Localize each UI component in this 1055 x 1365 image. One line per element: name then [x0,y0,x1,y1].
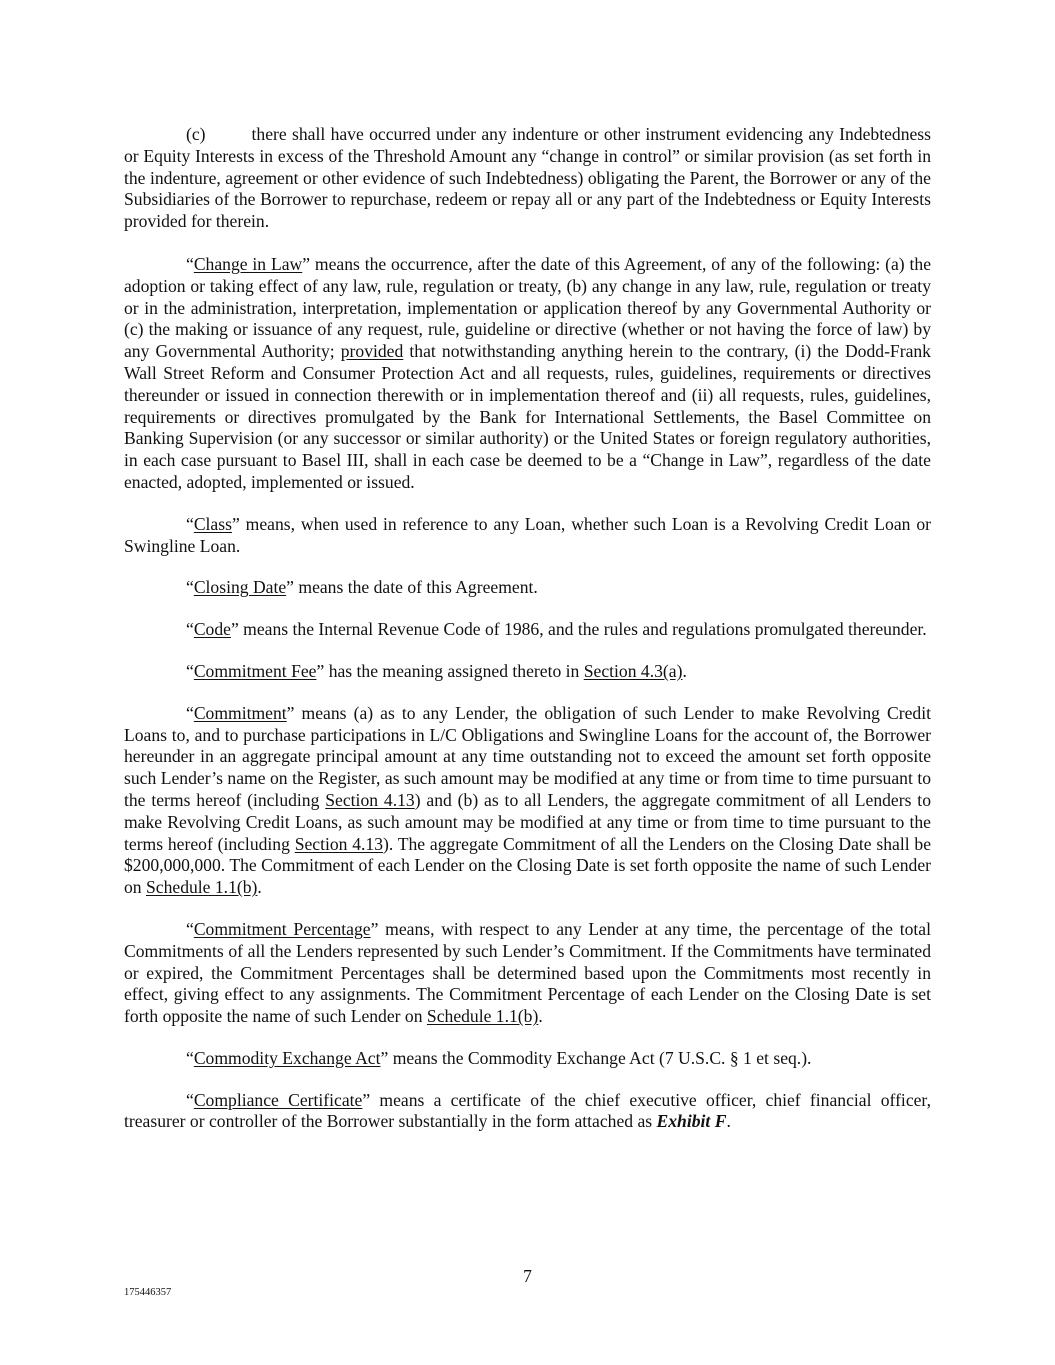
commitment-percentage-text: ” means, with respect to any Lender at any time, the percentage of the total Commitments of all the Lenders represented by such Lender’s Commitment. If the Commitments have terminated or expired, the Commitment Percentages shall be determined based upon the Commitments most recently in effect, giving effect to any assignments. The Commitment Percentage of each Lender on the Closing Date is set forth opposite the name of such Lender on [124,918,931,1027]
open-quote: “ [186,577,194,598]
term-commitment-percentage: Commitment Percentage [193,918,371,939]
term-code: Code [193,619,231,640]
definition-change-in-law [124,254,931,494]
sentence-end: . [538,1006,543,1027]
section-reference: Section 4.13 [294,833,384,854]
open-quote: “ [186,619,194,640]
open-quote: “ [186,1047,194,1068]
code-text: ” means the Internal Revenue Code of 1986, and the rules and regulations promulgated thereunder. [230,619,927,640]
open-quote: “ [186,660,194,681]
definition-code [124,619,931,641]
term-class: Class [193,513,232,534]
term-change-in-law: Change in Law [193,253,303,274]
sentence-end: . [726,1111,731,1132]
clause-c-paragraph [124,124,931,233]
change-in-law-text-1: ” means the occurrence, after the date of this Agreement, of any of the following: (a) the adoption or taking effect of any law, rule, regulation or treaty, (b) any change in any law, rule, regulation or treaty or in the administration, interpretation, implementation or application thereof by any Governmental Authority or (c) the making or issuance of any request, rule, guideline or directive (whether or not having the force of law) by any Governmental Authority; [124,253,931,362]
definition-commodity-exchange-act [124,1048,931,1070]
commitment-fee-text: ” has the meaning assigned thereto in [316,660,584,681]
document-id: 175446357 [124,1287,172,1298]
term-closing-date: Closing Date [193,577,287,598]
definition-closing-date [124,577,931,599]
term-commitment: Commitment [193,702,287,723]
commodity-exchange-act-text: ” means the Commodity Exchange Act (7 U.S.C. § 1 et seq.). [380,1047,812,1068]
provided-keyword: provided [340,341,404,362]
class-text: ” means, when used in reference to any Loan, whether such Loan is a Revolving Credit Loan or Swingline Loan. [124,513,931,556]
term-compliance-certificate: Compliance Certificate [193,1089,363,1110]
exhibit-reference: Exhibit F [656,1111,727,1132]
definition-compliance-certificate [124,1090,931,1134]
term-commodity-exchange-act: Commodity Exchange Act [193,1047,381,1068]
compliance-certificate-text: ” means a certificate of the chief executive officer, chief financial officer, treasurer or controller of the Borrower substantially in the form attached as [124,1089,931,1132]
sentence-end: . [257,877,262,898]
closing-date-text: ” means the date of this Agreement. [286,577,538,598]
definition-class [124,514,931,558]
schedule-reference: Schedule 1.1(b) [426,1006,539,1027]
open-quote: “ [186,1089,194,1110]
open-quote: “ [186,702,194,723]
term-commitment-fee: Commitment Fee [193,660,317,681]
commitment-text-2: ) and (b) as to all Lenders, the aggregate commitment of all Lenders to make Revolving Credit Loans, as such amount may be modified at any time or from time to time pursuant to the terms hereof (including [124,789,931,854]
open-quote: “ [186,253,194,274]
section-reference: Section 4.13 [325,789,415,810]
clause-c-label: (c) [186,124,206,144]
commitment-text-3: ). The aggregate Commitment of all the Lenders on the Closing Date shall be $200,000,000. The Commitment of each Lender on the Closing Date is set forth opposite the name of such Lender on [124,833,931,898]
definition-commitment-fee [124,661,931,683]
sentence-end: . [682,660,687,681]
definition-commitment [124,703,931,899]
change-in-law-text-2: that notwithstanding anything herein to the contrary, (i) the Dodd-Frank Wall Street Reform and Consumer Protection Act and all requests, rules, guidelines, requirements or directives thereunder or issued in connection therewith or in implementation thereof and (ii) all requests, rules, guidelines, requirements or directives promulgated by the Bank for International Settlements, the Basel Committee on Banking Supervision (or any successor or similar authority) or the United States or foreign regulatory authorities, in each case pursuant to Basel III, shall in each case be deemed to be a “Change in Law”, regardless of the date enacted, adopted, implemented or issued. [124,341,931,492]
open-quote: “ [186,918,194,939]
page-number: 7 [523,1266,532,1286]
commitment-text-1: ” means (a) as to any Lender, the obligation of such Lender to make Revolving Credit Loans to, and to purchase participations in L/C Obligations and Swingline Loans for the account of, the Borrower hereunder in an aggregate principal amount at any time outstanding not to exceed the amount set forth opposite such Lender’s name on the Register, as such amount may be modified at any time or from time to time pursuant to the terms hereof (including [124,702,931,810]
open-quote: “ [186,513,194,534]
section-reference: Section 4.3(a) [583,660,683,681]
definition-commitment-percentage [124,919,931,1028]
schedule-reference: Schedule 1.1(b) [146,877,258,898]
document-page [124,124,931,1153]
clause-c-text: there shall have occurred under any indenture or other instrument evidencing any Indebtedness or Equity Interests in excess of the Threshold Amount any “change in control” or similar provision (as set forth in the indenture, agreement or other evidence of such Indebtedness) obligating the Parent, the Borrower or any of the Subsidiaries of the Borrower to repurchase, redeem or repay all or any part of the Indebtedness or Equity Interests provided for therein. [124,124,931,232]
